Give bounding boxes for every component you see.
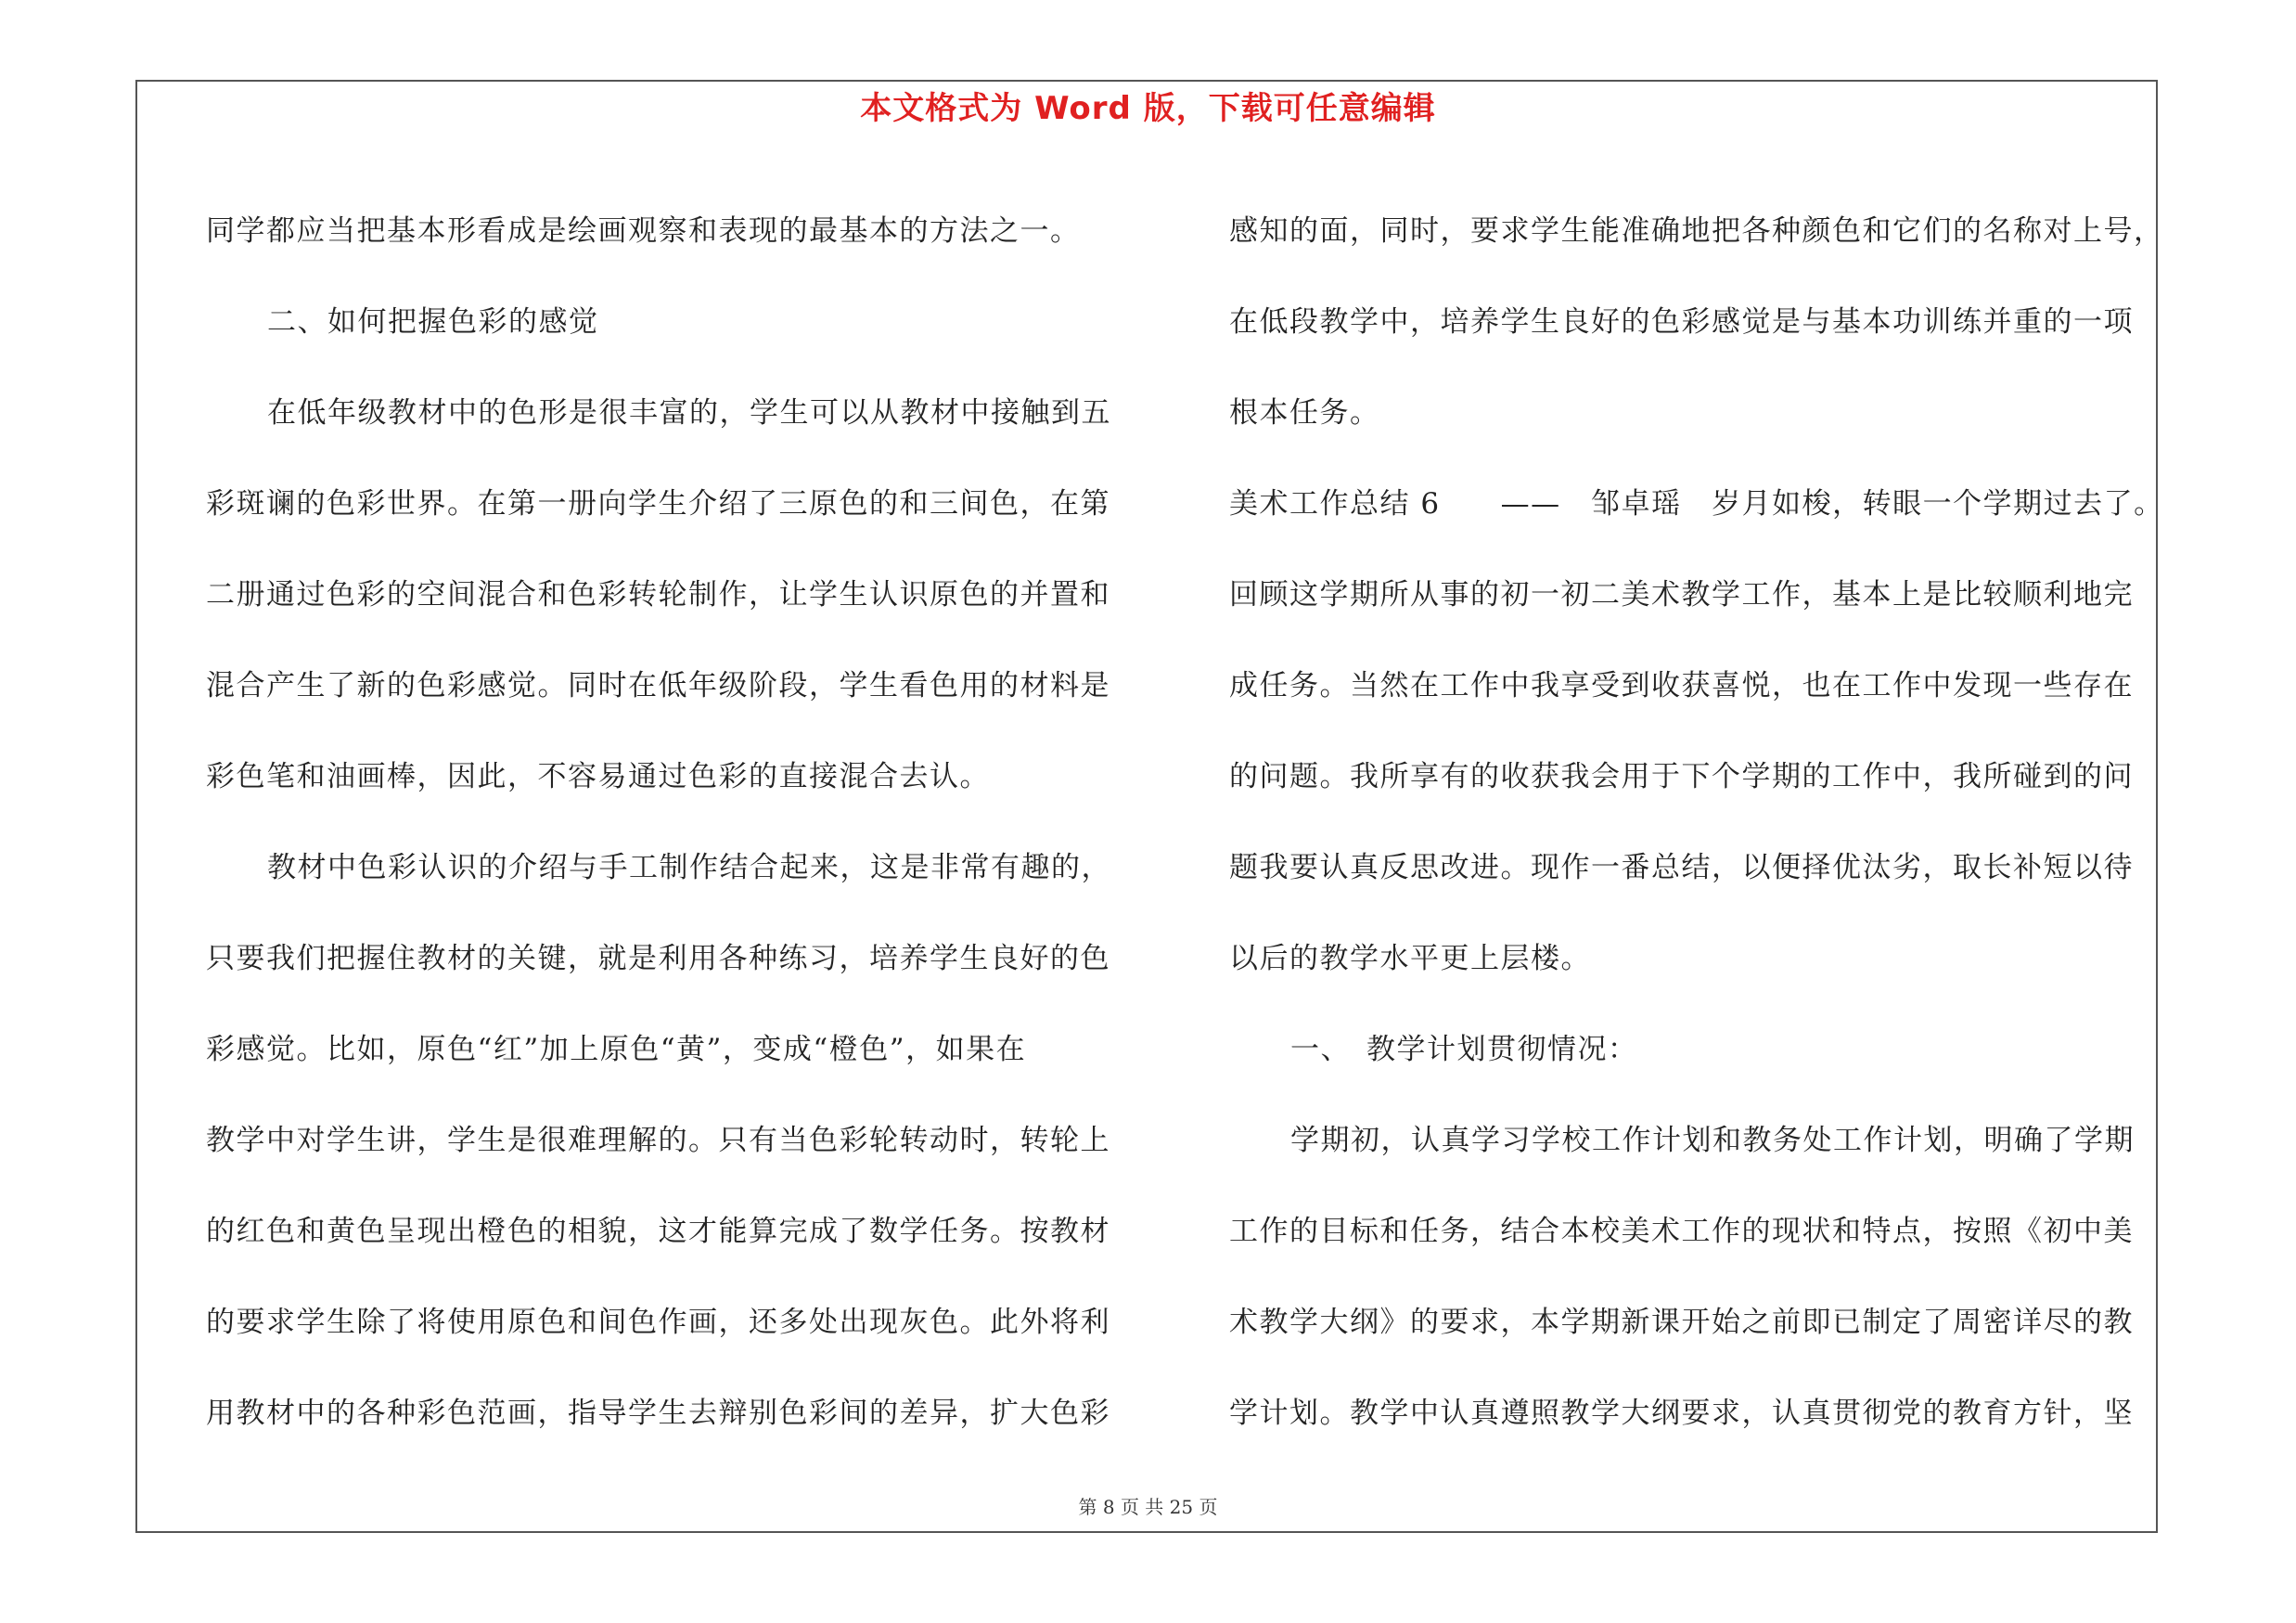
text-line: 的问题。我所享有的收获我会用于下个学期的工作中，我所碰到的问 <box>1229 760 2134 793</box>
section-heading: 一、 教学计划贯彻情况： <box>1290 1033 1638 1066</box>
text-line: 成任务。当然在工作中我享受到收获喜悦，也在工作中发现一些存在 <box>1229 669 2134 702</box>
text-line: 在低年级教材中的色形是很丰富的，学生可以从教材中接触到五 <box>267 396 1111 430</box>
right-text-column <box>1229 186 2175 1459</box>
text-line: 回顾这学期所从事的初一初二美术教学工作，基本上是比较顺利地完 <box>1229 578 2134 612</box>
text-line: 只要我们把握住教材的关键，就是利用各种练习，培养学生良好的色 <box>206 942 1110 975</box>
text-line: 感知的面，同时，要求学生能准确地把各种颜色和它们的名称对上号， <box>1229 214 2164 248</box>
text-line: 彩感觉。比如，原色“红”加上原色“黄”，变成“橙色”，如果在 <box>206 1033 1027 1066</box>
header-banner: 本文格式为 Word 版，下载可任意编辑 <box>860 90 1436 127</box>
text-line: 教学中对学生讲，学生是很难理解的。只有当色彩轮转动时，转轮上 <box>206 1124 1110 1157</box>
text-line: 以后的教学水平更上层楼。 <box>1229 942 1591 975</box>
text-line: 根本任务。 <box>1229 396 1380 430</box>
section-heading: 二、如何把握色彩的感觉 <box>267 305 599 339</box>
text-line: 用教材中的各种彩色范画，指导学生去辩别色彩间的差异，扩大色彩 <box>206 1397 1110 1430</box>
text-line: 二册通过色彩的空间混合和色彩转轮制作，让学生认识原色的并置和 <box>206 578 1110 612</box>
text-line: 学计划。教学中认真遵照教学大纲要求，认真贯彻党的教育方针，坚 <box>1229 1397 2134 1430</box>
text-line: 彩斑谰的色彩世界。在第一册向学生介绍了三原色的和三间色，在第 <box>206 487 1110 521</box>
page-number: 第 8 页 共 25 页 <box>1078 1496 1218 1518</box>
text-line: 的要求学生除了将使用原色和间色作画，还多处出现灰色。此外将利 <box>206 1306 1110 1339</box>
text-line: 教材中色彩认识的介绍与手工制作结合起来，这是非常有趣的， <box>267 851 1111 884</box>
section-title-line: 美术工作总结 6 —— 邹卓瑶 岁月如梭，转眼一个学期过去了。 <box>1229 487 2164 521</box>
text-line: 彩色笔和油画棒，因此，不容易通过色彩的直接混合去认。 <box>206 760 990 793</box>
text-line: 术教学大纲》的要求，本学期新课开始之前即已制定了周密详尽的教 <box>1229 1306 2134 1339</box>
text-line: 学期初，认真学习学校工作计划和教务处工作计划，明确了学期 <box>1290 1124 2135 1157</box>
text-line: 工作的目标和任务，结合本校美术工作的现状和特点，按照《初中美 <box>1229 1215 2134 1248</box>
text-line: 的红色和黄色呈现出橙色的相貌，这才能算完成了数学任务。按教材 <box>206 1215 1110 1248</box>
text-line: 同学都应当把基本形看成是绘画观察和表现的最基本的方法之一。 <box>206 214 1081 248</box>
left-text-column <box>206 186 1152 1459</box>
text-line: 在低段教学中，培养学生良好的色彩感觉是与基本功训练并重的一项 <box>1229 305 2134 339</box>
text-line: 题我要认真反思改进。现作一番总结，以便择优汰劣，取长补短以待 <box>1229 851 2134 884</box>
text-line: 混合产生了新的色彩感觉。同时在低年级阶段，学生看色用的材料是 <box>206 669 1110 702</box>
